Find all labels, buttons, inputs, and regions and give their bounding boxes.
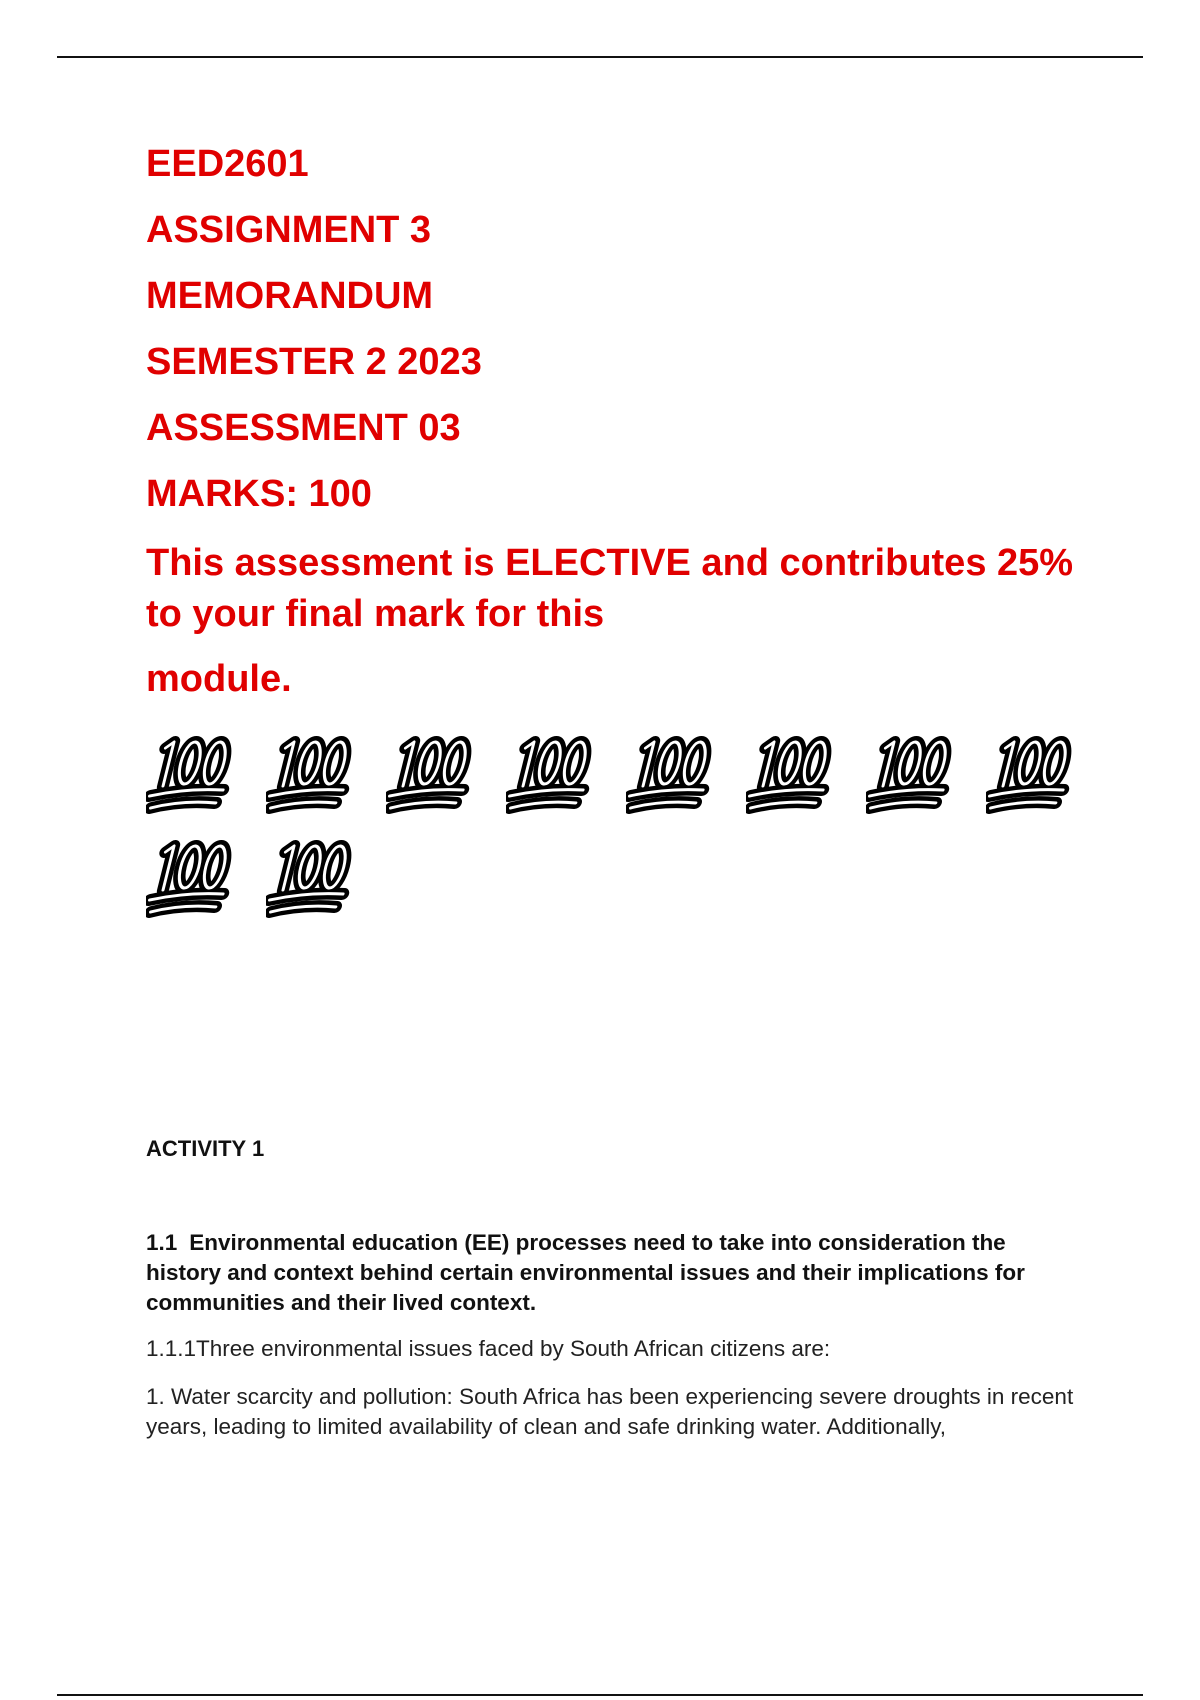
answer-item-1: 1. Water scarcity and pollution: South Africa has been experiencing severe droughts in recent years, leading to limited availability of clean and safe drinking water. Additionally,: [146, 1384, 1074, 1439]
question-number: 1.1: [146, 1230, 178, 1255]
question-text: Environmental education (EE) processes need to take into consideration the history and context behind certain environmental issues and their implications for communities and their lived context.: [146, 1230, 1025, 1315]
hundred-points-icon: [146, 730, 234, 814]
bottom-divider: [57, 1694, 1143, 1696]
hundred-points-icon: [266, 730, 354, 814]
marks: MARKS: 100: [146, 473, 372, 515]
top-divider: [57, 56, 1143, 58]
hundred-points-icon: [506, 730, 594, 814]
assignment-title: ASSIGNMENT 3: [146, 209, 432, 251]
hundred-points-icon: [266, 834, 354, 918]
question-1-1: [146, 1228, 1086, 1318]
course-code: EED2601: [146, 143, 309, 185]
elective-note: This assessment is ELECTIVE and contributes 25% to your final mark for this: [146, 542, 1074, 635]
title-block: [146, 142, 1086, 705]
elective-note-tail: module.: [146, 658, 292, 700]
hundred-points-icon: [386, 730, 474, 814]
hundred-points-icon: [146, 834, 234, 918]
hundred-icons-row: [146, 730, 1106, 918]
activity-title: ACTIVITY 1: [146, 1136, 265, 1161]
hundred-points-icon: [746, 730, 834, 814]
hundred-points-icon: [626, 730, 714, 814]
hundred-points-icon: [986, 730, 1074, 814]
semester: SEMESTER 2 2023: [146, 341, 482, 383]
sub-question-1-1-1: 1.1.1Three environmental issues faced by South African citizens are:: [146, 1336, 831, 1361]
assessment-number: ASSESSMENT 03: [146, 407, 461, 449]
document-type: MEMORANDUM: [146, 275, 434, 317]
hundred-points-icon: [866, 730, 954, 814]
